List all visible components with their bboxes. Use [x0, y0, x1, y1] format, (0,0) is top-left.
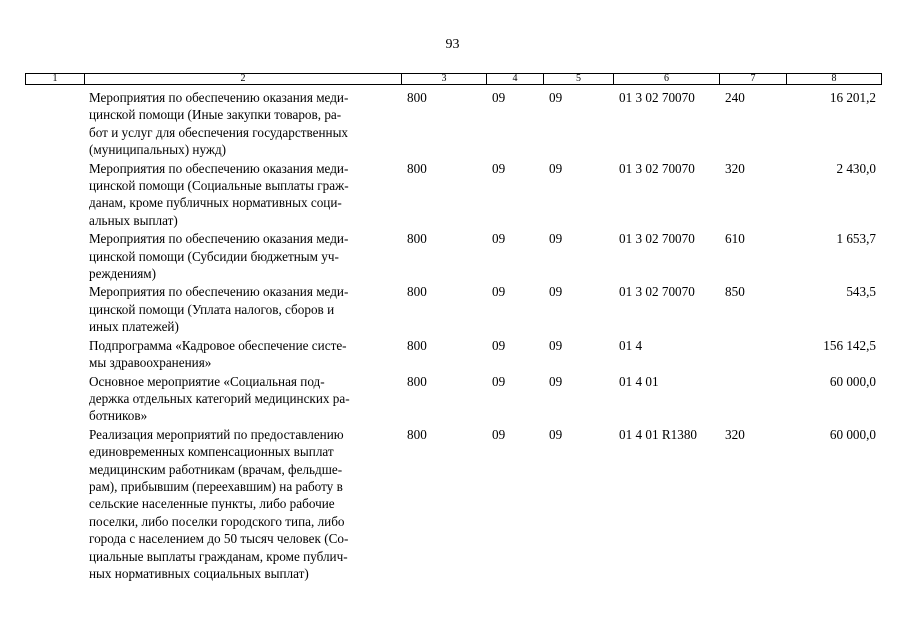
row-number-cell — [25, 230, 84, 282]
row-subsection: 09 — [549, 231, 563, 247]
table-row — [25, 337, 881, 372]
table-row — [25, 373, 881, 425]
budget-table-body — [25, 89, 881, 583]
row-section: 09 — [492, 373, 506, 389]
row-subsection: 09 — [549, 337, 563, 353]
row-expense-type: 320 — [725, 426, 745, 442]
header-col-3: 3 — [402, 74, 487, 85]
table-row — [25, 230, 881, 282]
page-number: 93 — [445, 37, 460, 52]
table-row — [25, 160, 881, 230]
row-code: 800 — [407, 160, 427, 176]
row-target: 01 4 — [619, 337, 643, 353]
row-code: 800 — [407, 337, 427, 353]
row-code: 800 — [407, 284, 427, 300]
row-section: 09 — [492, 337, 506, 353]
header-col-6: 6 — [614, 74, 720, 85]
table-row — [25, 89, 881, 159]
row-target: 01 3 02 70070 — [619, 160, 695, 176]
row-name: Подпрограмма «Кадровое обеспечение систе- мы здравоохранения» — [89, 337, 347, 371]
row-expense-type: 850 — [725, 284, 745, 300]
row-amount: 1 653,7 — [836, 231, 876, 247]
row-target: 01 4 01 — [619, 373, 659, 389]
column-number-header — [25, 73, 882, 85]
row-code: 800 — [407, 90, 427, 105]
row-code: 800 — [407, 373, 427, 389]
header-col-2: 2 — [85, 74, 402, 85]
row-amount: 16 201,2 — [829, 90, 876, 105]
row-section: 09 — [492, 90, 506, 105]
row-amount: 543,5 — [846, 284, 876, 300]
row-target: 01 4 01 R1380 — [619, 426, 698, 442]
row-name: Мероприятия по обеспечению оказания меди- цинской помощи (Субсидии бюджетным уч- реждениям) — [89, 231, 349, 282]
row-expense-type: 320 — [725, 160, 745, 176]
header-col-8: 8 — [787, 74, 882, 85]
row-section: 09 — [492, 160, 506, 176]
row-expense-type: 610 — [725, 231, 745, 247]
row-subsection: 09 — [549, 284, 563, 300]
row-subsection: 09 — [549, 426, 563, 442]
row-amount: 60 000,0 — [829, 426, 876, 442]
row-number-cell — [25, 373, 84, 425]
row-number-cell — [25, 160, 84, 230]
header-col-5: 5 — [544, 74, 614, 85]
row-amount: 2 430,0 — [836, 160, 876, 176]
row-name: Основное мероприятие «Социальная под- держка отдельных категорий медицинских ра- ботников» — [89, 373, 350, 424]
row-subsection: 09 — [549, 90, 563, 105]
row-expense-type: 240 — [725, 90, 745, 105]
row-name: Реализация мероприятий по предоставлению единовременных компенсационных выплат медицинским работникам (врачам, фельдше- рам), прибывшим (переехавшим) на работу в сельские населенные пункты, либо рабочие поселки, либо поселки городского типа, либо города с населением до 50 тысяч человек (Со- циальные выплаты гражданам, кроме публич- ных нормативных социальных выплат) — [89, 426, 349, 581]
row-number-cell — [25, 283, 84, 335]
row-name: Мероприятия по обеспечению оказания меди- цинской помощи (Иные закупки товаров, ра- бот и услуг для обеспечения государственных (муниципальных) нужд) — [89, 90, 349, 158]
row-subsection: 09 — [549, 160, 563, 176]
row-target: 01 3 02 70070 — [619, 284, 695, 300]
row-target: 01 3 02 70070 — [619, 231, 695, 247]
row-number-cell — [25, 337, 84, 372]
row-amount: 156 142,5 — [823, 337, 876, 353]
row-section: 09 — [492, 284, 506, 300]
row-section: 09 — [492, 426, 506, 442]
row-expense-type — [719, 373, 786, 425]
table-row — [25, 426, 881, 583]
row-number-cell — [25, 89, 84, 159]
row-code: 800 — [407, 426, 427, 442]
row-number-cell — [25, 426, 84, 583]
row-code: 800 — [407, 231, 427, 247]
header-col-7: 7 — [720, 74, 787, 85]
header-col-1: 1 — [26, 74, 85, 85]
table-row — [25, 283, 881, 335]
row-amount: 60 000,0 — [829, 373, 876, 389]
row-subsection: 09 — [549, 373, 563, 389]
row-name: Мероприятия по обеспечению оказания меди- цинской помощи (Уплата налогов, сборов и иных платежей) — [89, 284, 349, 335]
header-col-4: 4 — [487, 74, 544, 85]
row-section: 09 — [492, 231, 506, 247]
row-name: Мероприятия по обеспечению оказания меди- цинской помощи (Социальные выплаты граж- данам, кроме публичных нормативных соци- альных выплат) — [89, 160, 349, 228]
row-target: 01 3 02 70070 — [619, 90, 695, 105]
row-expense-type — [719, 337, 786, 372]
